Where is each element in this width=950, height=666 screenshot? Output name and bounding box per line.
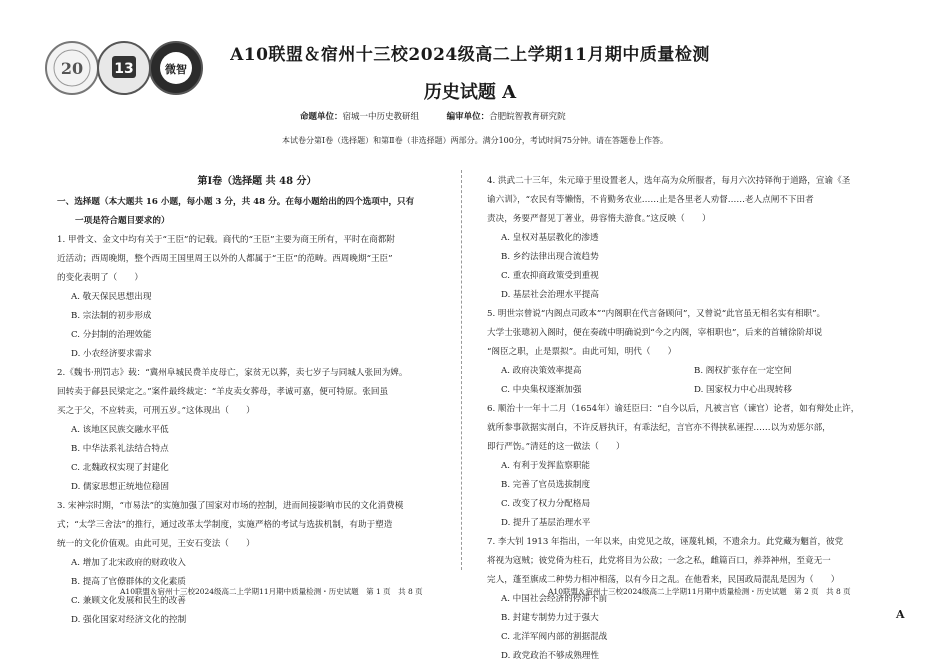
logo-number: 13 bbox=[114, 61, 134, 77]
question-stem-line: 4. 洪武二十三年，朱元璋于里设置老人，选年高为众所服者，每月六次持铎徇于道路，宣谕《圣 bbox=[487, 176, 851, 186]
question-item bbox=[487, 400, 887, 533]
answer-option: B. 乡约法律出现合流趋势 bbox=[501, 252, 599, 262]
section-desc-line1: 一、选择题（本大题共 16 小题，每小题 3 分，共 48 分。在每小题给出的四个选项中，只有 bbox=[57, 197, 415, 207]
column-divider bbox=[461, 170, 462, 570]
option-row bbox=[487, 362, 887, 381]
question-stem-line: 式；“太学三舍法”的推行，通过改革太学制度，实施严格的考试与选拔机制，有助于塑造 bbox=[57, 520, 393, 530]
answer-option: C. 北洋军阀内部的割据混战 bbox=[501, 632, 608, 642]
question-stem-line: 责决，务要严督见丁著业，毋容惰夫游食。”这反映（ ） bbox=[487, 214, 711, 224]
question-stem-line: 3. 宋神宗时期，“市易法”的实施加强了国家对市场的控制，进而间接影响市民的文化消费模 bbox=[57, 501, 404, 511]
question-stem-line: 完人，蓬至旗成二种势力相冲相荡，以有今日之乱。在他看来，民国政局混乱是因为（ ） bbox=[487, 575, 840, 585]
school-seal-logo bbox=[44, 40, 100, 96]
answer-option: B. 宗法制的初步形成 bbox=[71, 311, 152, 321]
answer-option: D. 小农经济要求需求 bbox=[71, 349, 152, 359]
answer-option: D. 政党政治不够成熟理性 bbox=[501, 651, 599, 661]
question-stem-line: 即行严饬。”清廷的这一做法（ ） bbox=[487, 442, 625, 452]
exam-intro: 本试卷分第Ⅰ卷（选择题）和第Ⅱ卷（非选择题）两部分。满分100分，考试时间75分钟。请在答题卷上作答。 bbox=[281, 136, 669, 145]
footer-page-2: A10联盟＆宿州十三校2024级高二上学期11月期中质量检测・历史试题 第 2 页 共 8 页 bbox=[548, 587, 851, 596]
answer-option: C. 改变了权力分配格局 bbox=[501, 499, 591, 509]
answer-option: B. 封建专制势力过于强大 bbox=[501, 613, 599, 623]
corner-version-mark: A bbox=[896, 608, 905, 621]
answer-option: D. 强化国家对经济文化的控制 bbox=[71, 615, 187, 625]
exam-title: A10联盟＆宿州十三校2024级高二上学期11月期中质量检测 bbox=[230, 45, 710, 65]
question-item bbox=[487, 172, 887, 305]
question-item bbox=[57, 497, 457, 630]
question-stem-line: 买之于父，不应转卖，可刑五岁。”这体现出（ ） bbox=[57, 406, 255, 416]
option-row bbox=[487, 381, 887, 400]
answer-option: C. 兼顾文化发展和民生的改善 bbox=[71, 596, 186, 606]
answer-option: D. 基层社会治理水平提高 bbox=[501, 290, 599, 300]
question-item bbox=[487, 533, 887, 666]
question-stem-line: 5. 明世宗曾说“内阁点司政本”“内阁职在代言备顾问”，又曾说“此官虽无相名实有相职”。 bbox=[487, 309, 826, 319]
answer-option: C. 北魏政权实现了封建化 bbox=[71, 463, 169, 473]
editor-label: 编审单位： bbox=[446, 112, 490, 122]
answer-option: A. 有利于发挥监察职能 bbox=[501, 461, 591, 471]
question-stem-line: 6. 顺治十一年十二月（1654年）谕廷臣曰：“自今以后，凡被言官（谏官）论者，如有辩处止许， bbox=[487, 404, 860, 414]
question-stem-line: 7. 李大钊 1913 年指出，一年以来，由党见之故，诬蔑轧倾，不遗余力。此党藏为魍首，彼党 bbox=[487, 537, 844, 547]
answer-option: D. 儒家思想正统地位稳固 bbox=[71, 482, 169, 492]
author-value: 宿城一中历史教研组 bbox=[342, 112, 420, 122]
question-stem-line: 回转卖于鄃县民梁定之。”案件最终裁定：“羊皮卖女葬母，孝诚可嘉，便可特原。张回虽 bbox=[57, 387, 389, 397]
answer-option: A. 增加了北宋政府的财政收入 bbox=[71, 558, 186, 568]
answer-option: B. 提高了官僚群体的文化素质 bbox=[71, 577, 186, 587]
answer-option: A. 敬天保民思想出现 bbox=[71, 292, 152, 302]
seal-number: 20 bbox=[60, 59, 84, 78]
answer-option: A. 皇权对基层教化的渗透 bbox=[501, 233, 599, 243]
question-stem-line: 的变化表明了（ ） bbox=[57, 273, 143, 283]
question-item bbox=[57, 364, 457, 497]
question-stem-line: 将视为寇贼；彼党倚为柱石，此党将目为公敌；一念之私，雌篇百口，养莽神州，至竟无一 bbox=[487, 556, 831, 566]
answer-option: C. 重农抑商政策受到重视 bbox=[501, 271, 599, 281]
no13-school-logo bbox=[96, 40, 152, 96]
section-title: 第Ⅰ卷（选择题 共 48 分） bbox=[197, 176, 317, 187]
exam-subtitle: 历史试题 A bbox=[423, 82, 517, 103]
logo-group bbox=[44, 40, 204, 102]
answer-option: A. 该地区民族交融水平低 bbox=[71, 425, 169, 435]
question-stem-line: 大学士张璁初入阁时，便在奏疏中明确说到“今之内阁，宰相职也”，后来的首辅徐阶却说 bbox=[487, 328, 823, 338]
section-desc-line2: 一项是符合题目要求的） bbox=[75, 216, 170, 226]
editor-value: 合肥皖智教育研究院 bbox=[489, 112, 566, 122]
logo-text: 微智 bbox=[165, 63, 187, 76]
author-units bbox=[300, 110, 680, 122]
question-stem-line: 2.《魏书·刑罚志》载：“冀州阜城民费羊皮母亡，家贫无以葬，卖七岁子与同城人张回为婢。 bbox=[57, 368, 408, 378]
answer-option: D. 提升了基层治理水平 bbox=[501, 518, 591, 528]
footer-page-1: A10联盟＆宿州十三校2024级高二上学期11月期中质量检测・历史试题 第 1 页 共 8 页 bbox=[120, 587, 423, 596]
question-stem-line: “阁臣之职，止是票拟”。由此可知，明代（ ） bbox=[487, 347, 677, 357]
answer-option: B. 完善了官员选拔制度 bbox=[501, 480, 591, 490]
education-research-logo bbox=[148, 40, 204, 96]
question-stem-line: 谕六训》，“农民有等懒惰，不肯勤务农业……止是各里老人劝督……老人点闸不下田者 bbox=[487, 195, 814, 205]
question-item bbox=[57, 231, 457, 364]
answer-option: B. 中华法系礼法结合特点 bbox=[71, 444, 169, 454]
answer-option: A. 中国社会经济的停滞不前 bbox=[501, 594, 608, 604]
author-label: 命题单位： bbox=[300, 112, 343, 122]
answer-option: D. 国家权力中心出现转移 bbox=[694, 385, 792, 395]
question-stem-line: 统一的文化价值观。由此可见，王安石变法（ ） bbox=[57, 539, 255, 549]
question-stem-line: 近活动；西周晚期，整个西周王国里周王以外的人都属于“王臣”的范畴。西周晚期“王臣” bbox=[57, 254, 393, 264]
answer-option: C. 分封制的治理效能 bbox=[71, 330, 152, 340]
answer-option: B. 阁权扩张存在一定空间 bbox=[694, 366, 792, 376]
answer-option: A. 政府决策效率提高 bbox=[501, 366, 582, 376]
left-question-list bbox=[57, 231, 457, 630]
question-stem-line: 就所参事款据实剖白，不许反唇执讦，有乖法纪，言官亦不得挟私诬捏……以为劝惩尔部， bbox=[487, 423, 831, 433]
question-item bbox=[487, 305, 887, 400]
answer-option: C. 中央集权逐渐加强 bbox=[501, 385, 582, 395]
question-stem-line: 1. 甲骨文、金文中均有关于“王臣”的记载。商代的“王臣”主要为商王所有，平时在商都附 bbox=[57, 235, 395, 245]
left-column bbox=[57, 172, 457, 630]
section-description bbox=[57, 193, 457, 231]
